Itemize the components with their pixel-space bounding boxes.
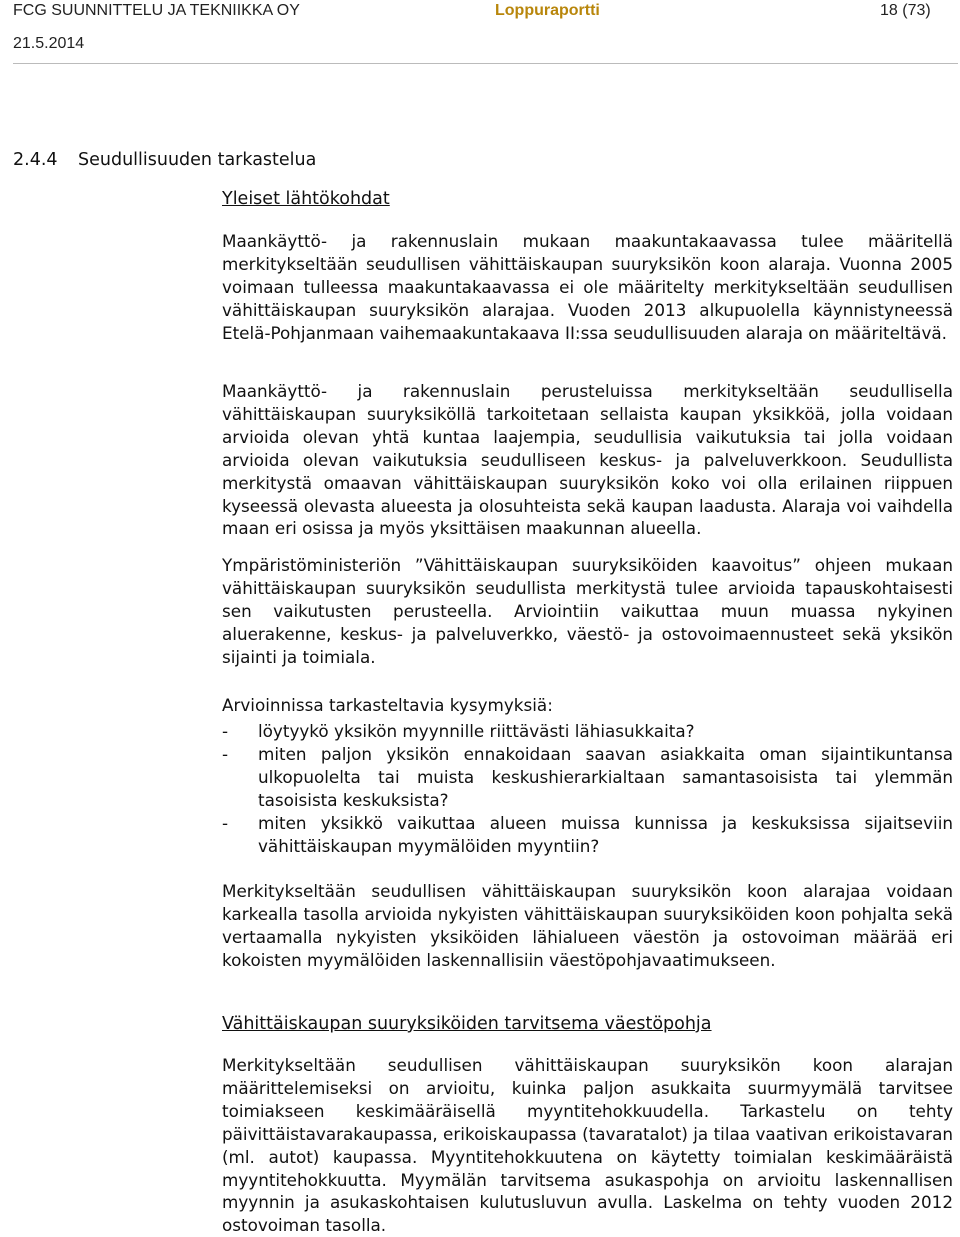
paragraph-5: Merkitykseltään seudullisen vähittäiskaupan suuryksikön koon alarajan määrittelemiseksi on arvioitu, kuinka paljon asukkaita suurmyymälä tarvitsee toimiakseen keskimääräisellä myyntitehokkuudella. Tarkastelu on tehty päivittäistavarakaupassa, erikoiskaupassa (tavaratalot) ja tilaa vaativan erikoistavaran (ml. autot) kaupassa. Myyntitehokkuutena on käytetty toimialan keskimääräistä myyntitehokkuutta. Myymälän tarvitsema asukaspohja on arvioitu laskennallisen myynnin ja asukaskohtaisen kulutusluvun avulla. Laskelma on tehty vuoden 2012 ostovoiman tasolla. [222,1055,953,1236]
bullet-dash: - [222,744,229,764]
report-date: 21.5.2014 [13,35,85,52]
section-heading [13,150,316,170]
company-name: FCG SUUNNITTELU JA TEKNIIKKA OY [13,2,300,19]
list-item [222,743,953,812]
subheading-general: Yleiset lähtökohdat [222,189,390,209]
report-title: Loppuraportti [495,2,600,19]
paragraph-1: Maankäyttö- ja rakennuslain mukaan maakuntakaavassa tulee määritellä merkitykseltään seudullisen vähittäiskaupan suuryksikön koon alaraja. Vuonna 2005 voimaan tulleessa maakuntakaavassa ei ole määritelty merkitykseltään seudullisen vähittäiskaupan suuryksikön alarajaa. Vuoden 2013 alkupuolella käynnistyneessä Etelä-Pohjanmaan vaihemaakuntakaava II:ssa seudullisuuden alaraja on määriteltävä. [222,231,953,343]
section-number: 2.4.4 [13,150,58,170]
section-title: Seudullisuuden tarkastelua [78,150,317,170]
list-item [222,812,953,858]
questions-intro: Arvioinnissa tarkasteltavia kysymyksiä: [222,695,553,715]
page-number: 18 (73) [880,2,931,19]
paragraph-4: Merkitykseltään seudullisen vähittäiskaupan suuryksikön koon alarajaa voidaan karkealla tasolla arvioida nykyisten vähittäiskaupan suuryksiköiden koon pohjalta sekä vertaamalla nykyisten yksiköiden lähialueen väestön ja ostovoiman määrää eri kokoisten myymälöiden laskennallisiin väestöpohjavaatimukseen. [222,881,953,970]
list-item-text: löytyykö yksikön myynnille riittävästi lähiasukkaita? [258,721,695,741]
paragraph-2: Maankäyttö- ja rakennuslain perusteluissa merkitykseltään seudullisella vähittäiskaupan suuryksiköllä tarkoitetaan sellaista kaupan yksikköä, jolla voidaan arvioida olevan yhtä kuntaa laajempia, seudullisia vaikutuksia tai jolla voidaan arvioida olevan vaikutuksia seudulliseen keskus- ja palveluverkkoon. Seudullista merkitystä omaavan vähittäiskaupan suuryksikön koko voi olla erilainen riippuen kyseessä olevasta alueesta ja olosuhteista sekä kaupan laadusta. Alaraja voi vaihdella maan eri osissa ja myös yksittäisen maakunnan alueella. [222,381,953,539]
list-item-text: miten yksikkö vaikuttaa alueen muissa kunnissa ja keskuksissa sijaitseviin vähittäiskaupan myymälöiden myyntiin? [258,813,953,856]
bullet-dash: - [222,721,229,741]
paragraph-3: Ympäristöministeriön ”Vähittäiskaupan suuryksiköiden kaavoitus” ohjeen mukaan vähittäiskaupan suuryksikön seudullista merkitystä tulee arvioida tapauskohtaisesti sen vaikutusten perusteella. Arviointiin vaikuttaa muun muassa nykyinen aluerakenne, keskus- ja palveluverkko, väestö- ja ostovoimaennusteet sekä yksikön sijainti ja toimiala. [222,555,953,667]
list-item [222,720,953,743]
subheading-population-base: Vähittäiskaupan suuryksiköiden tarvitsema väestöpohja [222,1014,712,1034]
bullet-dash: - [222,813,229,833]
header-divider [13,63,958,64]
list-item-text: miten paljon yksikön ennakoidaan saavan asiakkaita oman sijaintikuntansa ulkopuolelta tai muista keskushierarkialtaan samantasoisista tai ylemmän tasoisista keskuksista? [258,744,953,810]
